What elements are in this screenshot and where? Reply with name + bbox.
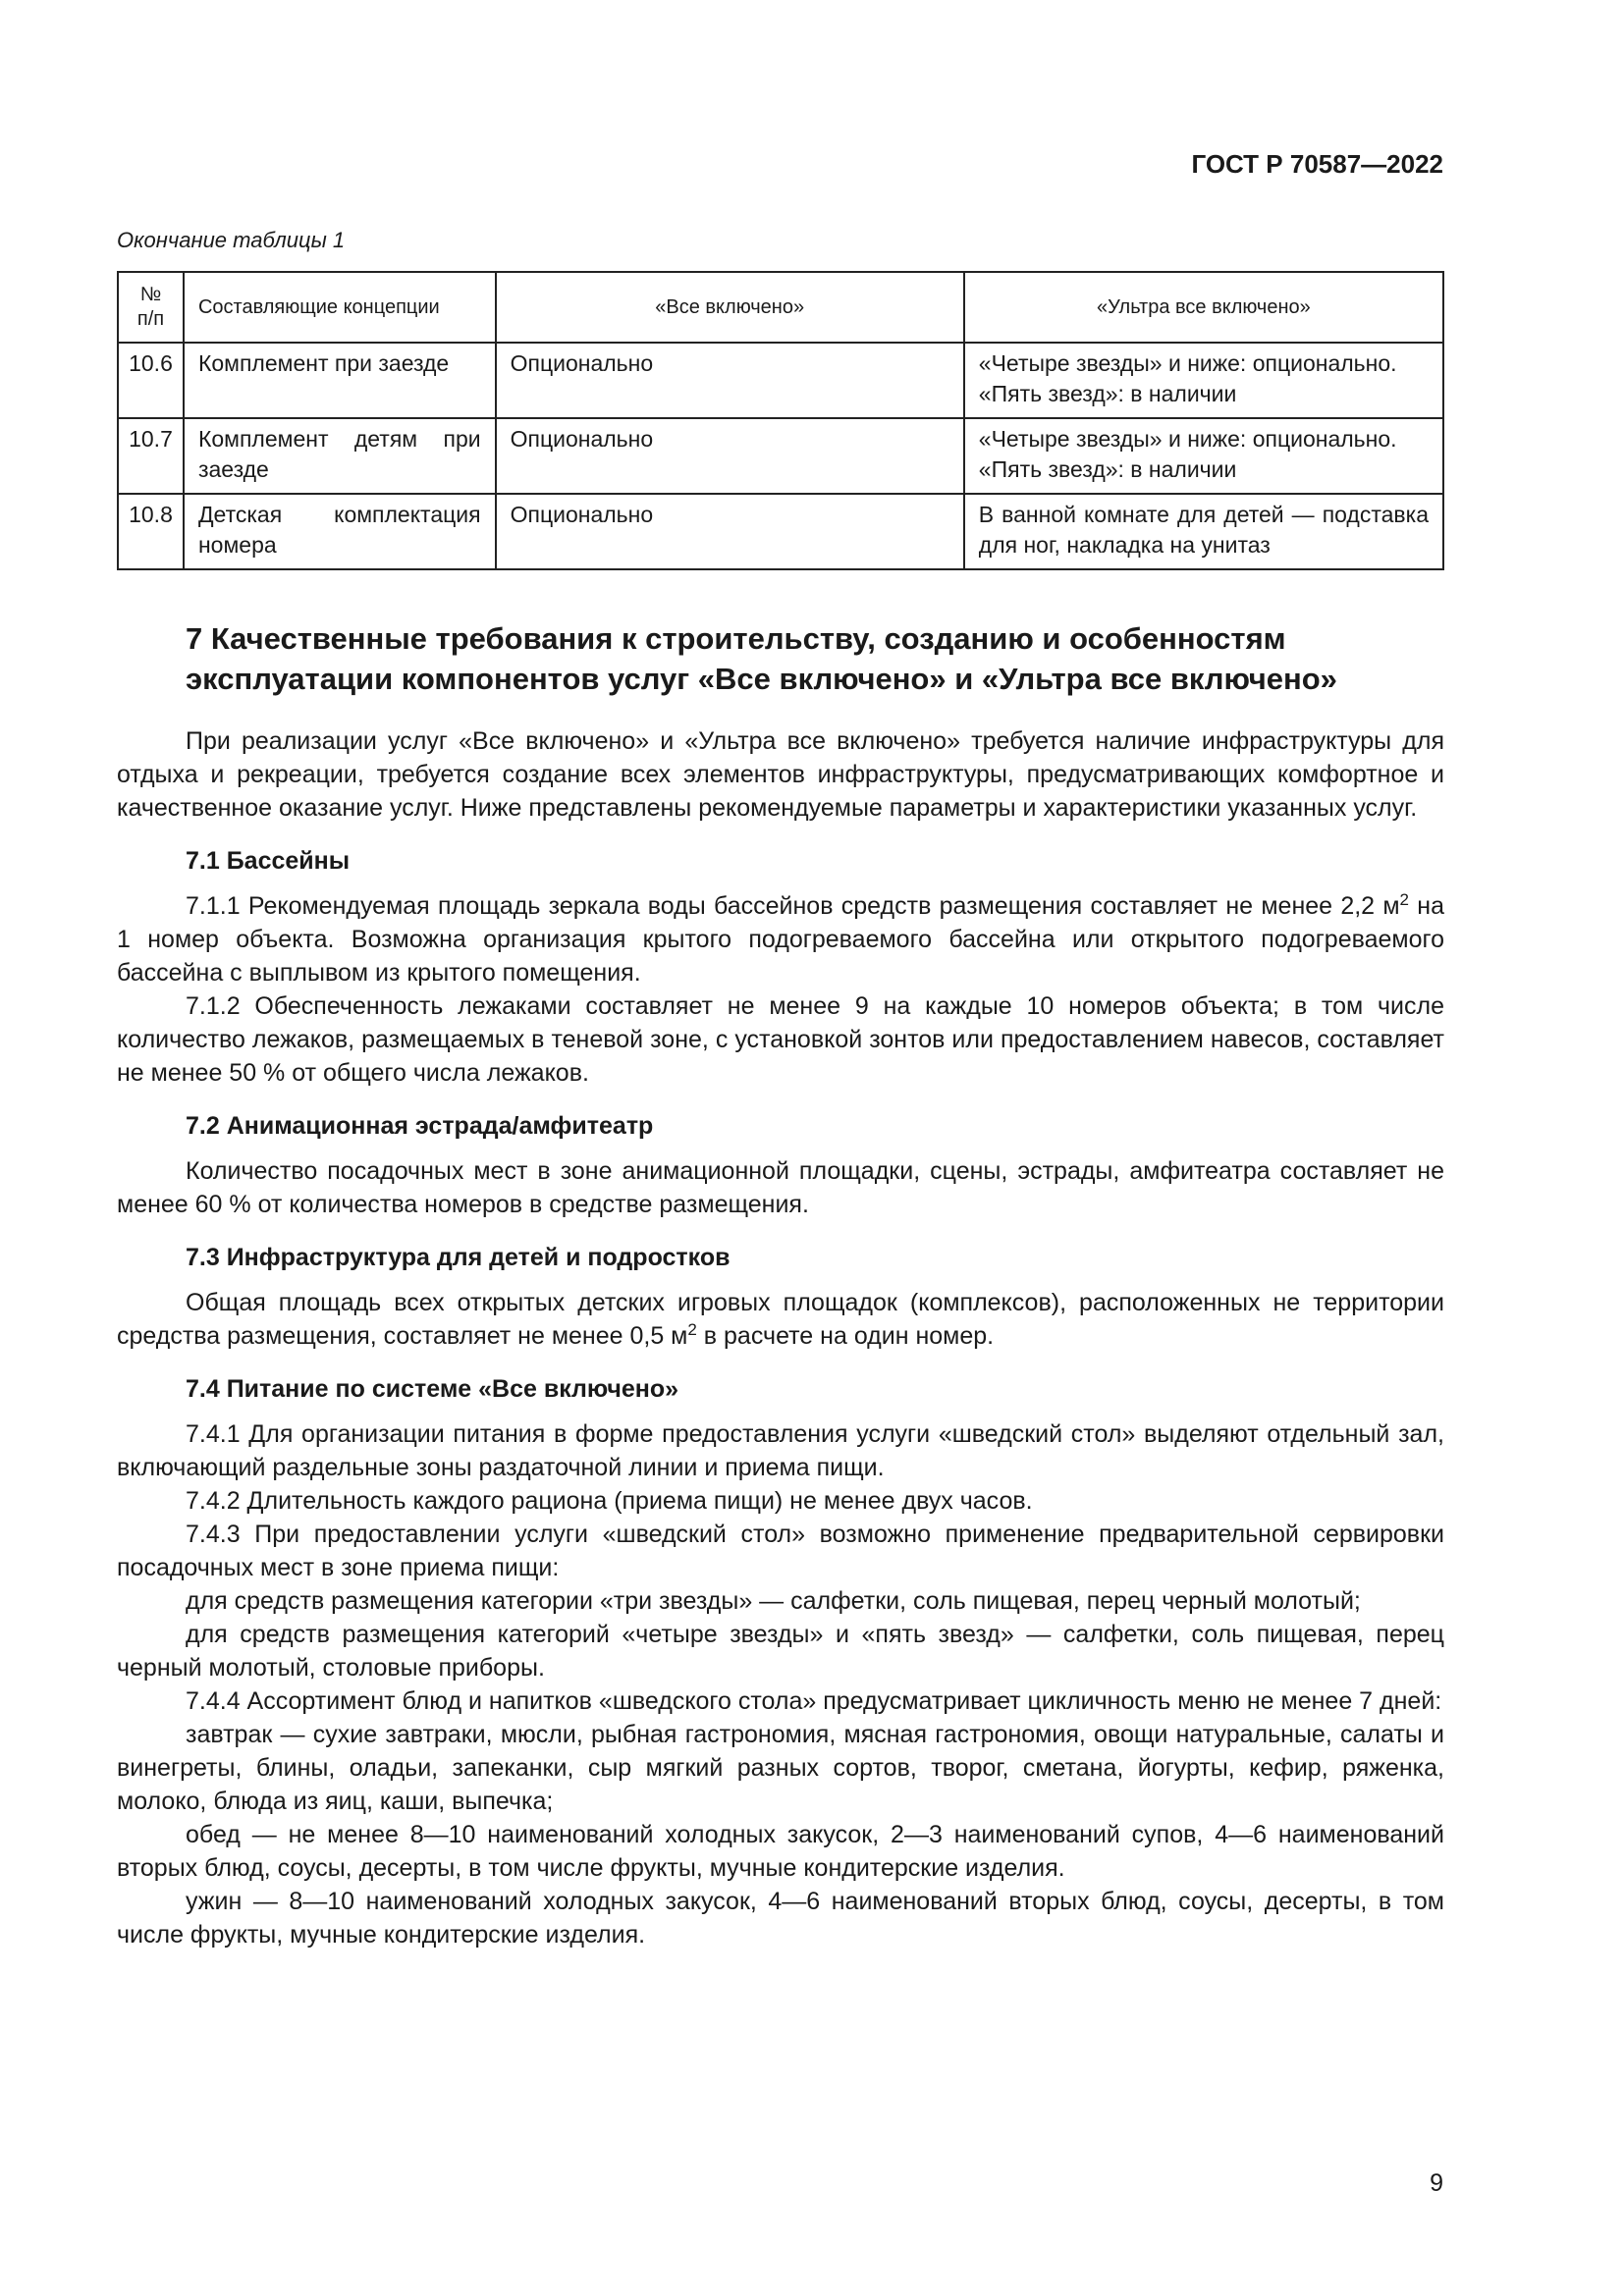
superscript: 2 bbox=[1399, 890, 1410, 909]
header-ultra-all-inclusive: «Ультра все включено» bbox=[964, 272, 1443, 343]
row-ultra-all-inclusive: В ванной комнате для детей — подставка для ног, накладка на унитаз bbox=[964, 494, 1443, 569]
subsection-title-7-2: 7.2 Анимационная эстрада/амфитеатр bbox=[186, 1112, 654, 1140]
concept-table bbox=[117, 271, 1444, 570]
paragraph-7-4-1: 7.4.1 Для организации питания в форме предоставления услуги «шведский стол» выделяют отдельный зал, включающий раздельные зоны раздаточной линии и приема пищи. bbox=[117, 1420, 1444, 1481]
paragraph-7-4-2: 7.4.2 Длительность каждого рациона (приема пищи) не менее двух часов. bbox=[186, 1487, 1033, 1515]
paragraph-dinner: ужин — 8—10 наименований холодных закусок, 4—6 наименований вторых блюд, соусы, десерты, в том числе фрукты, мучные кондитерские изделия. bbox=[117, 1888, 1444, 1949]
document-header: ГОСТ Р 70587—2022 bbox=[1191, 149, 1443, 179]
paragraph-7-2: Количество посадочных мест в зоне анимационной площадки, сцены, эстрады, амфитеатра составляет не менее 60 % от количества номеров в средстве размещения. bbox=[117, 1157, 1444, 1218]
paragraph-7-1-1: 7.1.1 Рекомендуемая площадь зеркала воды бассейнов средств размещения составляет не менее 2,2 $м^2$ на 1 номер объекта. Возможна организация крытого подогреваемого бассейна или открытого подогреваемого бассейна с выплывом из крытого помещения. bbox=[117, 890, 1444, 987]
header-num: № п/п bbox=[118, 272, 184, 343]
header-all-inclusive: «Все включено» bbox=[496, 272, 964, 343]
row-number: 10.7 bbox=[118, 418, 184, 494]
paragraph-7-1-2: 7.1.2 Обеспеченность лежаками составляет не менее 9 на каждые 10 номеров объекта; в том числе количество лежаков, размещаемых в теневой зоне, с установкой зонтов или предоставлением навесов, составляет не менее 50 % от общего числа лежаков. bbox=[117, 992, 1444, 1087]
table-caption: Окончание таблицы 1 bbox=[117, 228, 346, 252]
table-header-row bbox=[118, 272, 1443, 343]
row-component: Детская комплектация номера bbox=[184, 494, 496, 569]
superscript: 2 bbox=[687, 1320, 697, 1339]
row-all-inclusive: Опционально bbox=[496, 418, 964, 494]
header-component: Составляющие концепции bbox=[184, 272, 496, 343]
table-row bbox=[118, 343, 1443, 418]
row-component: Комплемент при заезде bbox=[184, 343, 496, 418]
paragraph-7-4-3: 7.4.3 При предоставлении услуги «шведский стол» возможно применение предварительной сервировки посадочных мест в зоне приема пищи: bbox=[117, 1521, 1444, 1581]
row-ultra-all-inclusive: «Четыре звезды» и ниже: опционально. «Пять звезд»: в наличии bbox=[964, 418, 1443, 494]
row-all-inclusive: Опционально bbox=[496, 343, 964, 418]
row-component: Комплемент детям при заезде bbox=[184, 418, 496, 494]
paragraph-7-4-4: 7.4.4 Ассортимент блюд и напитков «шведского стола» предусматривает цикличность меню не менее 7 дней: bbox=[186, 1687, 1442, 1715]
section-7 bbox=[117, 618, 1444, 1951]
section-title: 7 Качественные требования к строительству, созданию и особенностям эксплуатации компонентов услуг «Все включено» и «Ультра все включено» bbox=[186, 621, 1337, 696]
section-intro: При реализации услуг «Все включено» и «Ультра все включено» требуется наличие инфраструктуры для отдыха и рекреации, требуется создание всех элементов инфраструктуры, предусматривающих комфортное и качественное оказание услуг. Ниже представлены рекомендуемые параметры и характеристики указанных услуг. bbox=[117, 727, 1444, 822]
subsection-title-7-4: 7.4 Питание по системе «Все включено» bbox=[186, 1375, 679, 1403]
paragraph-breakfast: завтрак — сухие завтраки, мюсли, рыбная гастрономия, мясная гастрономия, овощи натуральные, салаты и винегреты, блины, оладьи, запеканки, сыр мягкий разных сортов, творог, сметана, йогурты, кефир, ряженка, молоко, блюда из яиц, каши, выпечка; bbox=[117, 1721, 1444, 1815]
paragraph-lunch: обед — не менее 8—10 наименований холодных закусок, 2—3 наименований супов, 4—6 наименований вторых блюд, соусы, десерты, в том числе фрукты, мучные кондитерские изделия. bbox=[117, 1821, 1444, 1882]
table-row bbox=[118, 418, 1443, 494]
subsection-title-7-3: 7.3 Инфраструктура для детей и подростков bbox=[186, 1244, 731, 1271]
row-ultra-all-inclusive: «Четыре звезды» и ниже: опционально. «Пять звезд»: в наличии bbox=[964, 343, 1443, 418]
row-all-inclusive: Опционально bbox=[496, 494, 964, 569]
paragraph-three-stars: для средств размещения категории «три звезды» — салфетки, соль пищевая, перец черный молотый; bbox=[186, 1587, 1361, 1615]
paragraph-7-3: Общая площадь всех открытых детских игровых площадок (комплексов), расположенных не территории средства размещения, составляет не менее 0,5 $м^2$ в расчете на один номер. bbox=[117, 1289, 1444, 1350]
row-number: 10.8 bbox=[118, 494, 184, 569]
table-row bbox=[118, 494, 1443, 569]
page-number: 9 bbox=[1430, 2169, 1443, 2197]
paragraph-four-five-stars: для средств размещения категорий «четыре звезды» и «пять звезд» — салфетки, соль пищевая, перец черный молотый, столовые приборы. bbox=[117, 1621, 1444, 1682]
row-number: 10.6 bbox=[118, 343, 184, 418]
subsection-title-7-1: 7.1 Бассейны bbox=[186, 847, 351, 875]
